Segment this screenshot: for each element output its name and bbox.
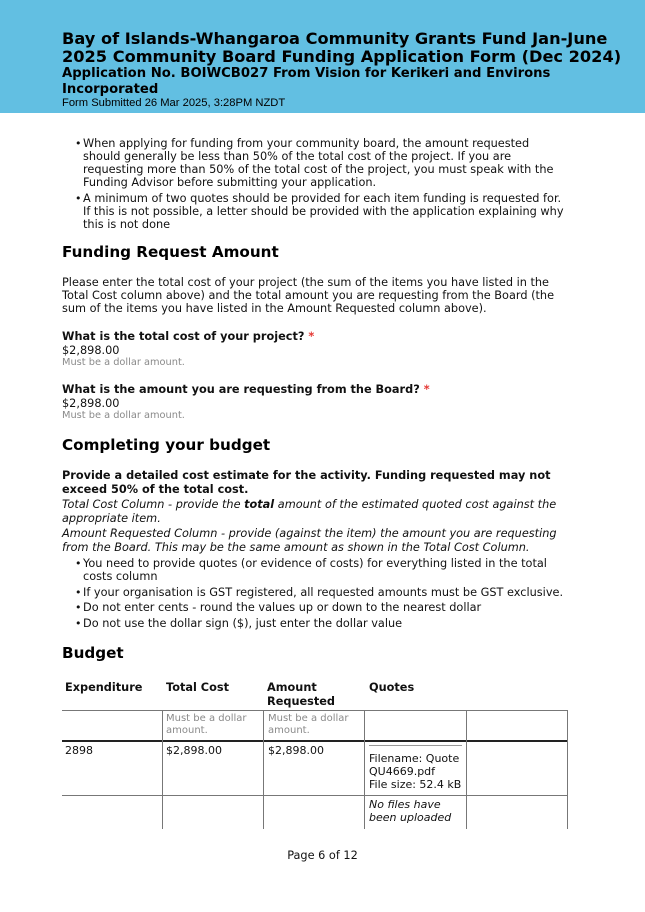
instruction-text: Total Cost Column - provide the — [62, 498, 245, 511]
list-item: • When applying for funding from your community board, the amount requested should generally be less than 50% of the total cost of the project. If you are requesting more than 50% of the total cost of the project, you must speak with the Funding Advisor before submitting your application. — [78, 137, 568, 189]
table-border — [567, 710, 568, 829]
amount-requested-cell: $2,898.00 — [268, 744, 324, 757]
amount-requested-value: $2,898.00 — [62, 397, 120, 410]
total-cost-instruction — [62, 498, 582, 525]
completing-budget-heading: Completing your budget — [62, 436, 271, 454]
expenditure-cell: 2898 — [65, 744, 93, 757]
table-border — [364, 710, 365, 829]
quote-separator — [369, 745, 462, 746]
funding-description: Please enter the total cost of your project (the sum of the items you have listed in the Total Cost column above) and the total amount you are requesting from the Board (the sum of the items you have listed in the Amount Requested column above). — [62, 276, 555, 316]
total-cost-hint: Must be a dollar amount. — [62, 357, 185, 368]
quote-file-size: File size: 52.4 kB — [369, 778, 462, 791]
table-border — [162, 710, 163, 829]
required-marker: * — [308, 330, 315, 343]
intro-bullet-list — [78, 137, 568, 233]
required-marker: * — [423, 383, 430, 396]
question-label: What is the amount you are requesting from the Board? — [62, 383, 420, 396]
table-border — [62, 710, 568, 711]
quote-file-name: Filename: Quote QU4669.pdf — [369, 752, 460, 778]
budget-heading: Budget — [62, 644, 124, 662]
submitted-timestamp: Form Submitted 26 Mar 2025, 3:28PM NZDT — [62, 97, 286, 109]
instruction-text: amount of the estimated quoted cost against the appropriate item. — [62, 498, 557, 525]
table-border — [62, 795, 568, 796]
table-border — [466, 710, 467, 829]
amount-requested-question — [62, 383, 430, 396]
total-cost-cell: $2,898.00 — [166, 744, 222, 757]
application-number: Application No. BOIWCB027 From Vision for Kerikeri and Environs Incorporated — [62, 66, 551, 97]
amount-requested-hint-cell: Must be a dollar amount. — [268, 713, 349, 736]
emphasis-text: total — [244, 498, 275, 511]
page-number: Page 6 of 12 — [287, 849, 358, 862]
total-cost-hint-cell: Must be a dollar amount. — [166, 713, 247, 736]
list-item: • Do not enter cents - round the values up or down to the nearest dollar — [78, 601, 568, 614]
table-border — [263, 710, 264, 829]
list-item: • If your organisation is GST registered, all requested amounts must be GST exclusive. — [78, 586, 568, 599]
cost-estimate-instruction: Provide a detailed cost estimate for the activity. Funding requested may not exceed 50% of the total cost. — [62, 469, 551, 496]
question-label: What is the total cost of your project? — [62, 330, 305, 343]
total-cost-question — [62, 330, 314, 343]
list-item: • You need to provide quotes (or evidence of costs) for everything listed in the total costs column — [78, 557, 568, 583]
column-header-total-cost: Total Cost — [166, 681, 229, 694]
table-border — [62, 740, 568, 742]
column-header-expenditure: Expenditure — [65, 681, 143, 694]
amount-requested-instruction: Amount Requested Column - provide (against the item) the amount you are requesting from the Board. This may be the same amount as shown in the Total Cost Column. — [62, 527, 557, 554]
form-title: Bay of Islands-Whangaroa Community Grants Fund Jan-June 2025 Community Board Funding Application Form (Dec 2024) — [62, 29, 622, 66]
form-header — [0, 0, 645, 113]
list-item: • Do not use the dollar sign ($), just enter the dollar value — [78, 617, 568, 630]
funding-request-heading: Funding Request Amount — [62, 243, 279, 261]
amount-requested-hint: Must be a dollar amount. — [62, 410, 185, 421]
column-header-amount-requested: Amount Requested — [267, 681, 336, 708]
list-item: • A minimum of two quotes should be provided for each item funding is requested for. If this is not possible, a letter should be provided with the application explaining why this is not done — [78, 192, 568, 231]
total-cost-value: $2,898.00 — [62, 344, 120, 357]
column-header-quotes: Quotes — [369, 681, 415, 694]
no-files-message: No files have been uploaded — [369, 798, 452, 824]
budget-bullet-list — [78, 557, 568, 632]
